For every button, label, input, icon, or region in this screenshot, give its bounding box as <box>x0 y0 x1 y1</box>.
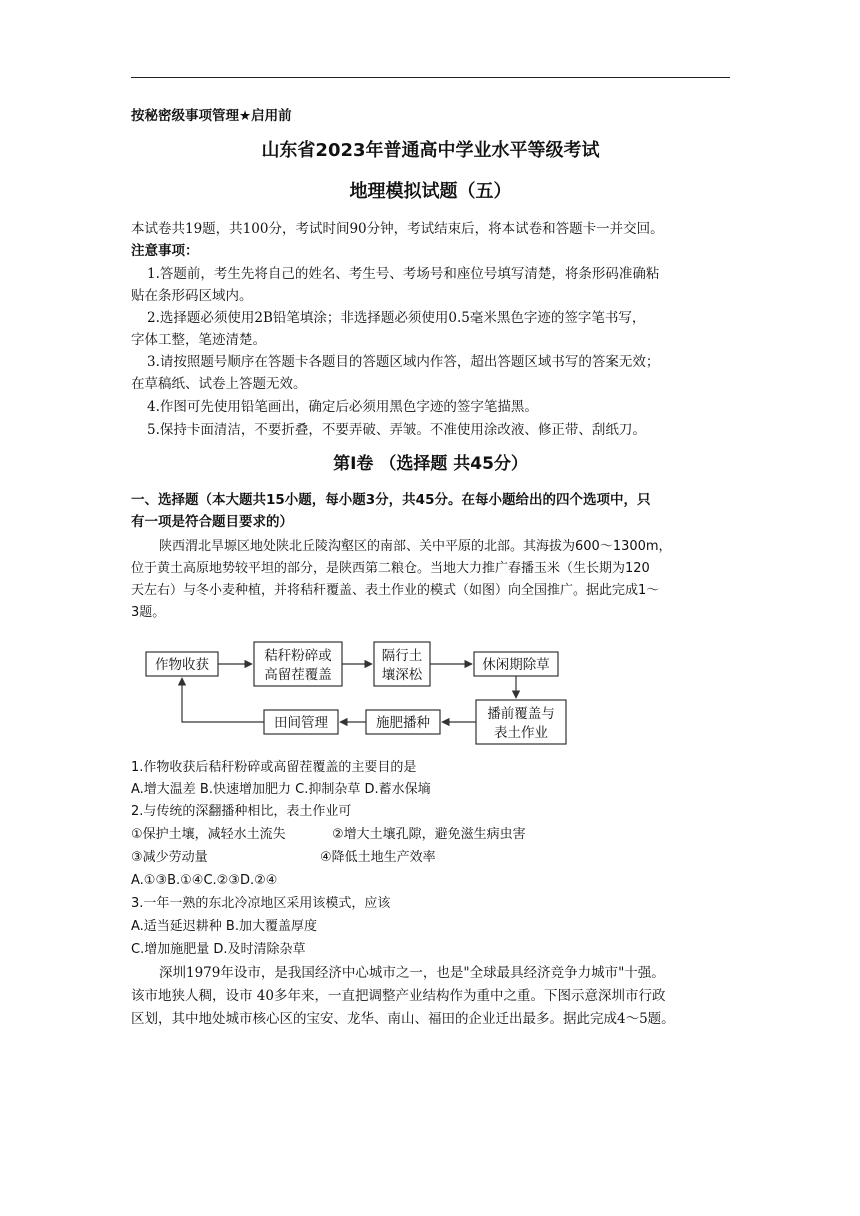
farming-flowchart <box>140 634 580 746</box>
passage2-line: 深圳1979年设市，是我国经济中心城市之一，也是"全球最具经济竞争力城市"十强。 <box>159 965 665 981</box>
question-2: 2.与传统的深翻播种相比，表土作业可 <box>131 804 352 819</box>
question-1-options: A.增大温差 B.快速增加肥力 C.抑制杂草 D.蓄水保墒 <box>131 782 431 797</box>
question-3-options: A.适当延迟耕种 B.加大覆盖厚度 <box>131 919 317 934</box>
flow-label-loosen: 壤深松 <box>381 667 423 683</box>
exam-subtitle: 地理模拟试题（五） <box>349 181 512 202</box>
notice-line: 2.选择题必须使用2B铅笔填涂；非选择题必须使用0.5毫米黑色字迹的签字笔书写， <box>147 310 646 326</box>
passage1-line: 3题。 <box>131 605 166 620</box>
intro-text: 本试卷共19题，共100分，考试时间90分钟，考试结束后，将本试卷和答题卡一并交回。 <box>131 221 664 237</box>
notice-line: 字体工整，笔迹清楚。 <box>131 332 266 348</box>
instructions-line: 一、选择题（本大题共15小题，每小题3分，共45分。在每小题给出的四个选项中，只 <box>131 492 651 508</box>
flow-label-management: 田间管理 <box>274 715 328 731</box>
secret-label: 按秘密级事项管理★启用前 <box>131 108 292 124</box>
flow-label-cover: 表土作业 <box>494 725 548 741</box>
flow-label-sowing: 施肥播种 <box>376 715 430 731</box>
question-2-statement: ①保护土壤，减轻水土流失 <box>131 827 286 842</box>
passage2-line: 区划，其中地处城市核心区的宝安、龙华、南山、福田的企业迁出最多。据此完成4～5题。 <box>131 1011 675 1027</box>
flow-label-weeding: 休闲期除草 <box>482 657 550 673</box>
flow-label-straw: 秸秆粉碎或 <box>264 648 332 664</box>
notice-line: 1.答题前，考生先将自己的姓名、考生号、考场号和座位号填写清楚，将条形码准确粘 <box>147 266 660 282</box>
part1-heading: 第Ⅰ卷 （选择题 共45分） <box>333 454 528 474</box>
flow-arrow <box>182 678 264 722</box>
passage1-line: 天左右）与冬小麦种植，并将秸秆覆盖、表土作业的模式（如图）向全国推广。据此完成1～ <box>131 583 660 598</box>
notice-line: 在草稿纸、试卷上答题无效。 <box>131 376 307 392</box>
question-2-statement: ③减少劳动量 <box>131 850 208 865</box>
notice-line: 3.请按照题号顺序在答题卡各题目的答题区域内作答，超出答题区域书写的答案无效； <box>147 354 660 370</box>
passage1-line: 陕西渭北旱塬区地处陕北丘陵沟壑区的南部、关中平原的北部。其海拔为600～1300m， <box>159 539 672 554</box>
question-3: 3.一年一熟的东北冷凉地区采用该模式，应该 <box>131 896 391 911</box>
notice-line: 贴在条形码区域内。 <box>131 288 253 304</box>
top-divider <box>131 77 730 78</box>
flow-label-straw: 高留茬覆盖 <box>264 667 332 683</box>
exam-title: 山东省2023年普通高中学业水平等级考试 <box>261 140 600 161</box>
question-1: 1.作物收获后秸秆粉碎或高留茬覆盖的主要目的是 <box>131 760 417 775</box>
flow-label-harvest: 作物收获 <box>155 657 209 673</box>
notice-line: 5.保持卡面清洁，不要折叠，不要弄破、弄皱。不准使用涂改液、修正带、刮纸刀。 <box>147 422 646 438</box>
passage2-line: 该市地狭人稠，设市 40多年来，一直把调整产业结构作为重中之重。下图示意深圳市行政 <box>131 988 666 1004</box>
question-2-options: A.①③B.①④C.②③D.②④ <box>131 873 278 888</box>
notice-heading: 注意事项： <box>131 243 199 259</box>
notice-line: 4.作图可先使用铅笔画出，确定后必须用黑色字迹的签字笔描黑。 <box>147 399 538 415</box>
flow-label-loosen: 隔行土 <box>381 648 423 664</box>
flow-label-cover: 播前覆盖与 <box>487 706 555 722</box>
instructions-line: 有一项是符合题目要求的） <box>131 514 293 530</box>
question-2-statement: ②增大土壤孔隙，避免滋生病虫害 <box>332 827 526 842</box>
question-3-options: C.增加施肥量 D.及时清除杂草 <box>131 942 306 957</box>
question-2-statement: ④降低土地生产效率 <box>320 850 436 865</box>
passage1-line: 位于黄土高原地势较平坦的部分，是陕西第二粮仓。当地大力推广春播玉米（生长期为120 <box>131 561 650 576</box>
